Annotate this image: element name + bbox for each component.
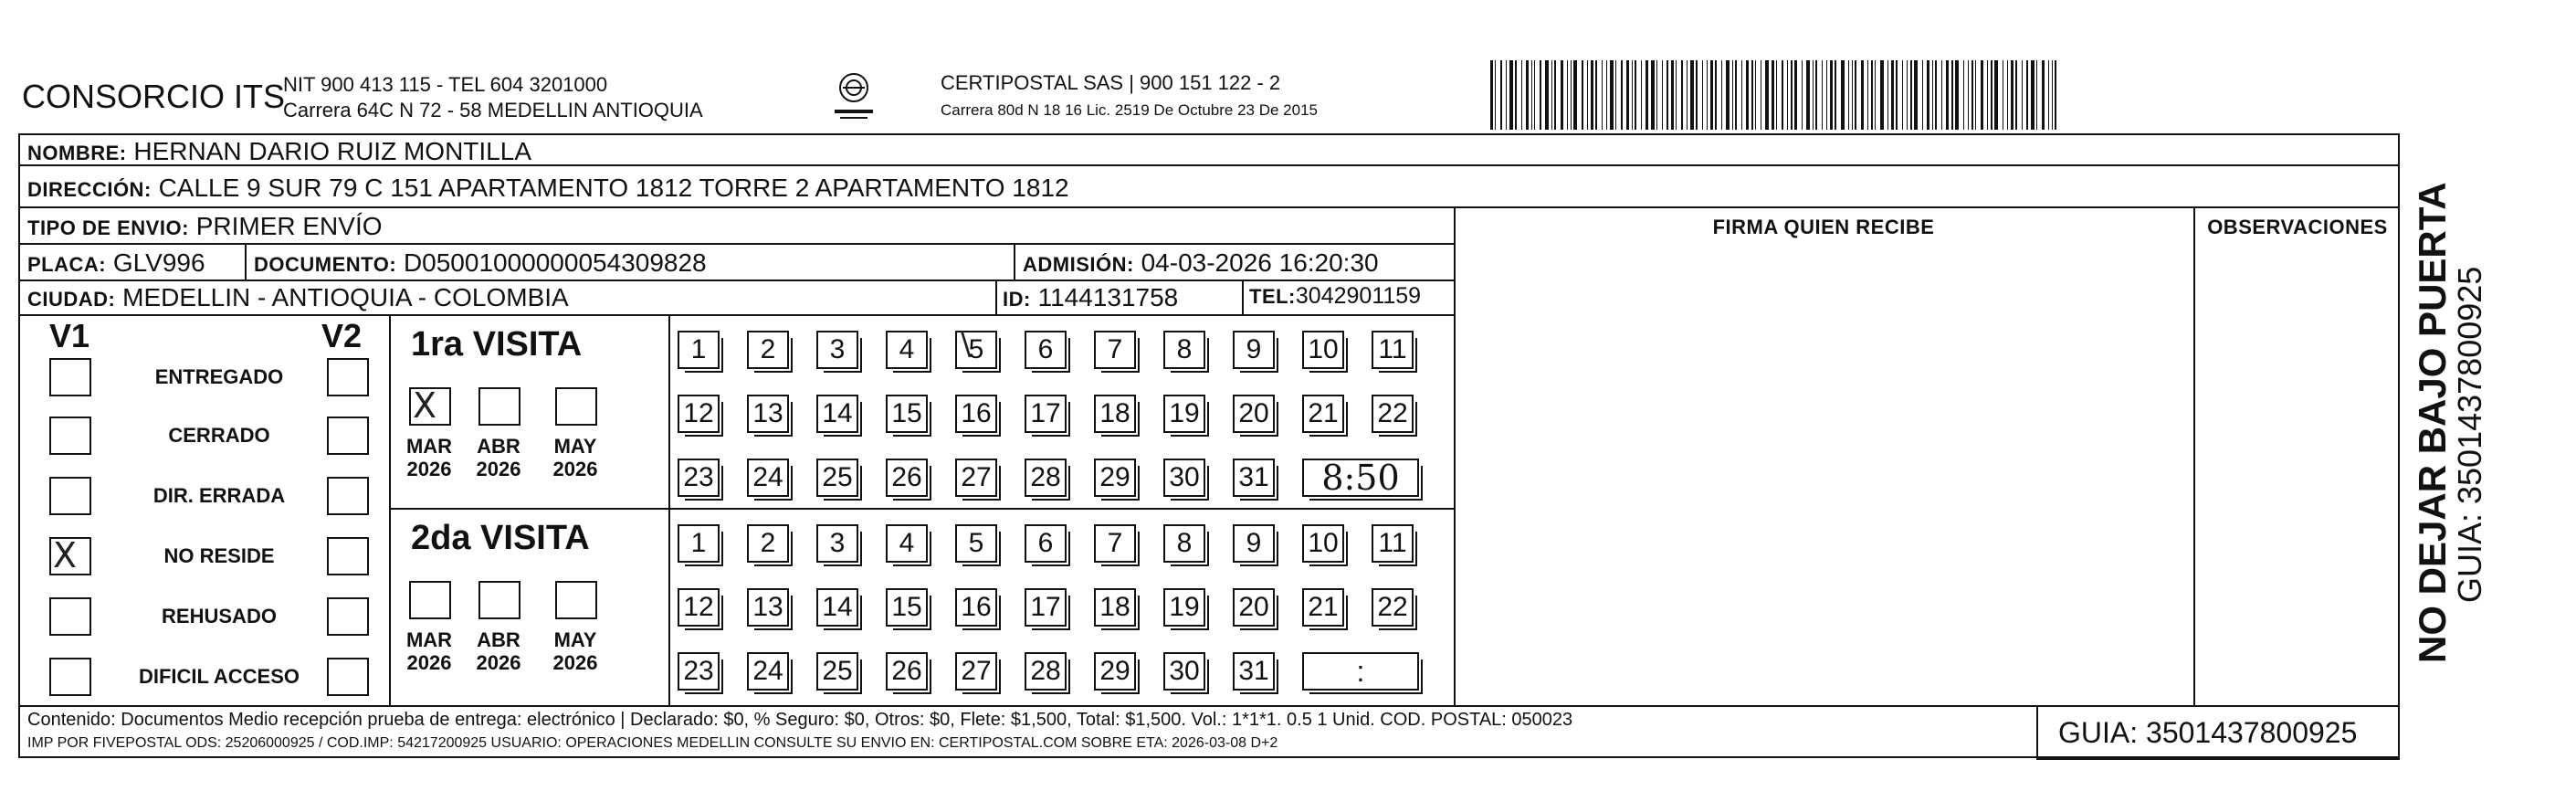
barcode-bar [1651, 60, 1655, 130]
visit-time: : [1356, 655, 1365, 688]
barcode-bar [2007, 60, 2008, 130]
day-box[interactable]: 31 [1233, 652, 1275, 691]
barcode-bar [2036, 60, 2037, 130]
v1-checkbox[interactable] [49, 417, 91, 455]
barcode-bar [1852, 60, 1853, 130]
barcode-bar [1526, 60, 1529, 130]
plate-cell [27, 250, 205, 276]
city-cell [27, 285, 569, 311]
barcode-bar [1715, 60, 1717, 130]
month-name: MAR [405, 628, 453, 651]
barcode-bar [1776, 60, 1777, 130]
day-box[interactable]: 2 [747, 524, 789, 563]
address-row [27, 175, 1069, 201]
visit-title: 2da VISITA [411, 519, 590, 557]
day-box[interactable]: 22 [1372, 588, 1414, 627]
day-box[interactable]: 22 [1372, 395, 1414, 433]
name-label: NOMBRE: [27, 142, 127, 164]
barcode-bar [2022, 60, 2023, 130]
month-label [548, 628, 603, 675]
tel-label: TEL: [1249, 285, 1296, 308]
barcode-bar [1880, 60, 1884, 130]
document-value: D05001000000054309828 [403, 248, 707, 277]
barcode-bar [1772, 60, 1774, 130]
day-box[interactable]: 31 [1233, 459, 1275, 497]
barcode-bar [2055, 60, 2056, 130]
barcode-bar [1676, 60, 1677, 130]
day-box[interactable]: 18 [1094, 395, 1136, 433]
barcode-bar [1506, 60, 1507, 130]
month-year: 2026 [406, 651, 452, 675]
footer-guia: GUIA: 3501437800925 [2058, 716, 2358, 749]
recipient-address: CALLE 9 SUR 79 C 151 APARTAMENTO 1812 TORRE 2 APARTAMENTO 1812 [158, 174, 1069, 202]
document-label: DOCUMENTO: [254, 253, 397, 276]
day-box[interactable]: 18 [1094, 588, 1136, 627]
month-checkbox[interactable] [555, 387, 597, 426]
day-box[interactable]: 27 [955, 459, 997, 497]
v1-checkbox[interactable] [49, 537, 91, 575]
barcode-bar [1632, 60, 1633, 130]
barcode-bar [2026, 60, 2028, 130]
barcode-bar [1615, 60, 1616, 130]
status-label: NO RESIDE [163, 544, 275, 567]
barcode-bar [1867, 60, 1868, 130]
barcode-bar [1573, 60, 1577, 130]
barcode-bar [1746, 60, 1749, 130]
day-box[interactable]: 1 [678, 331, 720, 369]
day-box[interactable]: 17 [1025, 395, 1067, 433]
day-box[interactable]: 19 [1163, 395, 1205, 433]
barcode-bar [1946, 60, 1949, 130]
day-box[interactable]: 9 [1233, 331, 1275, 369]
month-name: MAY [553, 628, 597, 651]
day-box[interactable]: 16 [955, 395, 997, 433]
barcode-bar [1994, 60, 1998, 130]
barcode-bar [1794, 60, 1797, 130]
month-label [471, 628, 526, 675]
barcode-bar [2015, 60, 2017, 130]
status-label: CERRADO [168, 424, 270, 447]
month-name: MAR [405, 435, 453, 458]
barcode-bar [1791, 60, 1793, 130]
company-address: Carrera 64C N 72 - 58 MEDELLIN ANTIOQUIA [283, 99, 703, 121]
v1-checkbox[interactable] [49, 358, 91, 396]
city-label: CIUDAD: [27, 288, 116, 311]
barcode-bar [1571, 60, 1572, 130]
day-box[interactable]: 26 [886, 652, 928, 691]
day-box[interactable]: 30 [1163, 459, 1205, 497]
barcode-bar [1696, 60, 1698, 130]
day-box[interactable]: 15 [886, 395, 928, 433]
day-box[interactable]: 29 [1094, 459, 1136, 497]
document-cell [254, 250, 707, 276]
day-box[interactable]: 13 [747, 395, 789, 433]
send-type-row [27, 214, 383, 239]
barcode-bar [1690, 60, 1694, 130]
admission-label: ADMISIÓN: [1023, 253, 1134, 276]
barcode-bar [1551, 60, 1552, 130]
day-box[interactable]: 14 [816, 395, 858, 433]
barcode-bar [1971, 60, 1973, 130]
barcode-bar [1830, 60, 1833, 130]
barcode-bar [1855, 60, 1856, 130]
v2-header: V2 [321, 317, 363, 354]
day-box[interactable]: 13 [747, 588, 789, 627]
barcode-bar [2052, 60, 2053, 130]
barcode-bar [1755, 60, 1756, 130]
month-year: 2026 [476, 458, 521, 481]
day-box[interactable]: 5 [955, 524, 997, 563]
day-box[interactable]: 7 [1094, 524, 1136, 563]
send-type-label: TIPO DE ENVIO: [27, 216, 189, 239]
barcode-bar [1656, 60, 1657, 130]
day-box[interactable]: 20 [1233, 395, 1275, 433]
month-year: 2026 [406, 458, 452, 481]
day-box[interactable]: 15 [886, 588, 928, 627]
day-box[interactable]: 25 [816, 652, 858, 691]
barcode-bar [2042, 60, 2045, 130]
id-value: 1144131758 [1037, 283, 1179, 311]
tel-cell [1249, 285, 1421, 308]
carrier-name: CERTIPOSTAL SAS | 900 151 122 - 2 [941, 71, 1281, 94]
barcode-bar [1687, 60, 1688, 130]
month-checkbox[interactable] [409, 581, 451, 619]
status-label: DIFICIL ACCESO [138, 665, 300, 688]
barcode-bar [1645, 60, 1648, 130]
day-box[interactable]: 29 [1094, 652, 1136, 691]
visit-title: 1ra VISITA [411, 325, 583, 364]
day-box[interactable]: 21 [1302, 588, 1344, 627]
day-box[interactable]: 3 [816, 331, 858, 369]
barcode-bar [1626, 60, 1629, 130]
barcode-bar [1726, 60, 1730, 130]
v2-checkbox[interactable] [327, 477, 369, 515]
observations-label: OBSERVACIONES [2207, 216, 2388, 238]
barcode-bar [1567, 60, 1568, 130]
barcode-bar [1540, 60, 1541, 130]
barcode-bar [1896, 60, 1898, 130]
tel-value: 3042901159 [1295, 283, 1422, 309]
barcode-icon [1490, 60, 2221, 130]
day-box[interactable]: 26 [886, 459, 928, 497]
barcode-bar [1813, 60, 1814, 130]
barcode-bar [1610, 60, 1614, 130]
visit-time: 8:50 [1321, 458, 1400, 498]
barcode-bar [1815, 60, 1817, 130]
barcode-bar [1822, 60, 1823, 130]
barcode-bar [1922, 60, 1923, 130]
admission-value: 04-03-2026 16:20:30 [1141, 248, 1379, 277]
barcode-bar [1935, 60, 1937, 130]
v2-checkbox[interactable] [327, 417, 369, 455]
barcode-bar [1707, 60, 1708, 130]
month-year: 2026 [476, 651, 521, 675]
observations-area[interactable] [2197, 245, 2398, 701]
barcode-bar [2031, 60, 2035, 130]
day-box[interactable]: 10 [1302, 524, 1344, 563]
barcode-bar [1582, 60, 1583, 130]
barcode-bar [1595, 60, 1597, 130]
day-box[interactable]: 23 [678, 459, 720, 497]
barcode-bar [1914, 60, 1918, 130]
status-label: REHUSADO [162, 605, 277, 628]
v1-checkbox[interactable] [49, 477, 91, 515]
barcode-bar [2048, 60, 2049, 130]
day-box[interactable]: 2 [747, 331, 789, 369]
barcode-bar [1987, 60, 1988, 130]
day-box[interactable]: 4 [886, 524, 928, 563]
barcode-bar [1861, 60, 1864, 130]
barcode-bar [1602, 60, 1603, 130]
barcode-bar [1887, 60, 1888, 130]
day-box[interactable]: 19 [1163, 588, 1205, 627]
address-label: DIRECCIÓN: [27, 178, 152, 201]
barcode-bar [1941, 60, 1942, 130]
barcode-bar [1732, 60, 1733, 130]
side-warning: NO DEJAR BAJO PUERTA [2411, 182, 2454, 663]
admission-cell [1023, 250, 1379, 276]
company-name: CONSORCIO ITS [22, 78, 286, 115]
v2-checkbox[interactable] [327, 358, 369, 396]
id-label: ID: [1003, 288, 1031, 311]
barcode-bar [1521, 60, 1522, 130]
day-box[interactable]: 8 [1163, 331, 1205, 369]
barcode-bar [1667, 60, 1668, 130]
day-box[interactable]: 12 [678, 395, 720, 433]
day-box[interactable]: 9 [1233, 524, 1275, 563]
plate-label: PLACA: [27, 253, 107, 276]
barcode-bar [1932, 60, 1933, 130]
day-box[interactable]: 1 [678, 524, 720, 563]
day-box[interactable]: 3 [816, 524, 858, 563]
barcode-bar [1531, 60, 1532, 130]
month-checkbox[interactable] [478, 387, 520, 426]
barcode-bar [1955, 60, 1959, 130]
barcode-bar [1927, 60, 1929, 130]
day-box[interactable]: 4 [886, 331, 928, 369]
day-box[interactable] [955, 326, 997, 369]
barcode-bar [1591, 60, 1593, 130]
barcode-bar [1848, 60, 1849, 130]
footer-content: Contenido: Documentos Medio recepción prueba de entrega: electrónico | Declarado: $0, % Seguro: $0, Otros: $0, Flete: $1,500, Total: $1,500. Vol.: 1*1*1. 0.5 1 Unid. COD. POSTAL: 050023 [27, 710, 1573, 730]
day-box[interactable]: 20 [1233, 588, 1275, 627]
barcode-bar [1951, 60, 1953, 130]
barcode-bar [1671, 60, 1674, 130]
barcode-bar [1721, 60, 1722, 130]
status-label: DIR. ERRADA [152, 484, 286, 507]
barcode-bar [1641, 60, 1642, 130]
day-box[interactable]: 28 [1025, 652, 1067, 691]
barcode-bar [1981, 60, 1983, 130]
barcode-bar [1765, 60, 1769, 130]
send-type-value: PRIMER ENVÍO [195, 212, 383, 240]
barcode-bar [1606, 60, 1607, 130]
status-label: ENTREGADO [154, 365, 284, 388]
day-box[interactable]: 14 [816, 588, 858, 627]
barcode-bar [1735, 60, 1737, 130]
plate-value: GLV996 [112, 248, 205, 277]
barcode-bar [1963, 60, 1964, 130]
barcode-bar [1787, 60, 1788, 130]
barcode-bar [1806, 60, 1810, 130]
handwritten-x-mark-icon: \ [961, 326, 972, 363]
footer-imp: IMP POR FIVEPOSTAL ODS: 25206000925 / COD.IMP: 54217200925 USUARIO: OPERACIONES MEDELLIN CONSULTE SU ENVIO EN: CERTIPOSTAL.COM SOBRE ETA: 2026-03-08 D+2 [27, 735, 1278, 751]
side-guia: GUIA: 3501437800925 [2451, 266, 2488, 603]
day-box[interactable]: 6 [1025, 524, 1067, 563]
barcode-bar [1635, 60, 1636, 130]
month-name: MAY [553, 435, 597, 458]
day-box[interactable]: 27 [955, 652, 997, 691]
name-row [27, 139, 531, 164]
id-cell [1003, 285, 1178, 311]
barcode-bar [1802, 60, 1803, 130]
barcode-bar [1902, 60, 1903, 130]
city-value: MEDELLIN - ANTIOQUIA - COLOMBIA [122, 283, 569, 311]
month-year: 2026 [552, 458, 598, 481]
day-box[interactable]: 17 [1025, 588, 1067, 627]
day-box[interactable]: 7 [1094, 331, 1136, 369]
barcode-bar [1710, 60, 1713, 130]
month-checkbox[interactable] [478, 581, 520, 619]
barcode-bar [1968, 60, 1969, 130]
barcode-bar [1495, 60, 1496, 130]
v1-header: V1 [49, 317, 90, 354]
day-box[interactable]: 30 [1163, 652, 1205, 691]
v1-checkbox[interactable] [49, 658, 91, 696]
barcode-bar [1871, 60, 1873, 130]
barcode-bar [1907, 60, 1908, 130]
barcode-bar [1534, 60, 1535, 130]
day-box[interactable]: 23 [678, 652, 720, 691]
handwritten-x-mark-icon: X [413, 385, 437, 426]
month-label [402, 628, 457, 675]
month-name: ABR [477, 435, 520, 458]
month-label [548, 435, 603, 481]
day-box[interactable]: 24 [747, 459, 789, 497]
day-box[interactable]: 11 [1372, 331, 1414, 369]
barcode-bar [1621, 60, 1623, 130]
month-label [402, 435, 457, 481]
month-checkbox[interactable] [555, 581, 597, 619]
barcode-bar [1561, 60, 1563, 130]
company-nit: NIT 900 413 115 - TEL 604 3201000 [283, 73, 608, 96]
barcode-bar [1782, 60, 1783, 130]
day-box[interactable]: 11 [1372, 524, 1414, 563]
recipient-name: HERNAN DARIO RUIZ MONTILLA [133, 137, 531, 165]
barcode-bar [1875, 60, 1876, 130]
barcode-bar [1662, 60, 1663, 130]
day-box[interactable]: 25 [816, 459, 858, 497]
day-box[interactable]: 12 [678, 588, 720, 627]
v2-checkbox[interactable] [327, 537, 369, 575]
barcode-bar [1975, 60, 1976, 130]
day-box[interactable]: 8 [1163, 524, 1205, 563]
barcode-bar [1741, 60, 1742, 130]
barcode-bar [1509, 60, 1513, 130]
day-box[interactable]: 16 [955, 588, 997, 627]
barcode-bar [1826, 60, 1827, 130]
barcode-bar [1500, 60, 1502, 130]
barcode-bar [1554, 60, 1556, 130]
signature-label: FIRMA QUIEN RECIBE [1712, 216, 1935, 238]
barcode-bar [1587, 60, 1588, 130]
time-box[interactable] [1302, 652, 1419, 691]
barcode-bar [1910, 60, 1912, 130]
month-year: 2026 [552, 651, 598, 675]
day-box[interactable]: 24 [747, 652, 789, 691]
v2-checkbox[interactable] [327, 658, 369, 696]
barcode-bar [1702, 60, 1703, 130]
day-box[interactable]: 10 [1302, 331, 1344, 369]
barcode-bar [1751, 60, 1753, 130]
day-box[interactable]: 21 [1302, 395, 1344, 433]
month-name: ABR [477, 628, 520, 651]
month-label [471, 435, 526, 481]
barcode-bar [2011, 60, 2013, 130]
barcode-bar [1490, 60, 1493, 130]
day-box[interactable]: 28 [1025, 459, 1067, 497]
day-number: 5 [968, 334, 984, 364]
signature-area[interactable] [1457, 245, 2192, 701]
barcode-bar [1515, 60, 1517, 130]
barcode-bar [1841, 60, 1845, 130]
barcode-bar [1991, 60, 1992, 130]
v1-checkbox[interactable] [49, 597, 91, 636]
carrier-license: Carrera 80d N 18 16 Lic. 2519 De Octubre 23 De 2015 [941, 101, 1318, 119]
barcode-bar [1891, 60, 1894, 130]
barcode-bar [1681, 60, 1683, 130]
month-checkbox[interactable] [409, 387, 451, 426]
day-box[interactable]: 6 [1025, 331, 1067, 369]
time-box[interactable] [1302, 459, 1419, 497]
barcode-bar [1545, 60, 1549, 130]
v2-checkbox[interactable] [327, 597, 369, 636]
certipostal-logo-icon [831, 69, 877, 124]
barcode-bar [1835, 60, 1836, 130]
handwritten-x-mark-icon: X [53, 535, 78, 575]
